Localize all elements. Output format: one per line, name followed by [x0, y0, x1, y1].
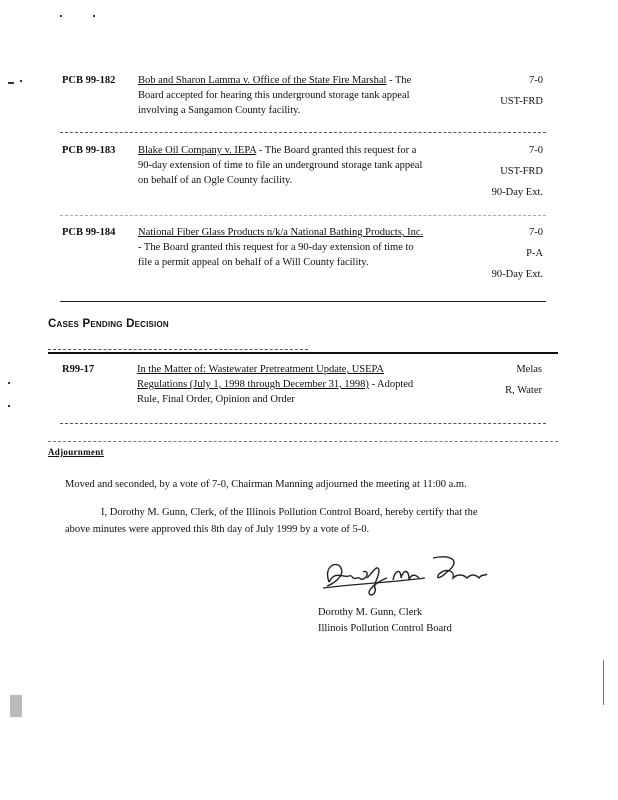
- divider: [48, 352, 558, 354]
- scan-speck: [8, 382, 10, 384]
- divider: [48, 441, 558, 442]
- signature-image: [315, 548, 495, 600]
- case-id: PCB 99-182: [62, 75, 116, 86]
- adjournment-text: Moved and seconded, by a vote of 7-0, Chairman Manning adjourned the meeting at 11:00 a.m.: [65, 479, 467, 490]
- scan-speck: [8, 405, 10, 407]
- section-heading: Adjournment: [48, 447, 104, 457]
- section-heading: Cases Pending Decision: [48, 318, 169, 330]
- divider: [60, 301, 546, 302]
- scan-speck: [8, 82, 14, 84]
- case-vote: [453, 73, 543, 115]
- signer-organization: Illinois Pollution Control Board: [318, 623, 452, 634]
- signature-block: [318, 605, 452, 637]
- case-id: PCB 99-184: [62, 227, 116, 238]
- vote-commissioner: Melas: [516, 364, 542, 375]
- scan-speck: [603, 660, 604, 705]
- scan-speck: [93, 15, 95, 17]
- divider: [60, 215, 546, 216]
- case-description: In the Matter of: Wastewater Pretreatment Update, USEPA Regulations (July 1, 1998 through December 31, 1998) - Adopted Rule, Final Order, Opinion and Order: [137, 364, 414, 405]
- case-description: Bob and Sharon Lamma v. Office of the State Fire Marshal - The Board accepted for hearing this underground storage tank appeal involving a Sangamon County facility.: [138, 75, 412, 116]
- case-id: R99-17: [62, 364, 95, 375]
- divider: [48, 349, 308, 350]
- divider: [60, 423, 546, 424]
- vote-extension: 90-Day Ext.: [491, 269, 543, 280]
- vote-result: 7-0: [529, 75, 543, 86]
- case-title-link[interactable]: Blake Oil Company v. IEPA: [138, 145, 257, 156]
- vote-category: P-A: [526, 248, 543, 259]
- vote-category: UST-FRD: [500, 96, 543, 107]
- vote-result: 7-0: [529, 145, 543, 156]
- scan-speck: [20, 80, 22, 82]
- case-title-link[interactable]: Regulations (July 1, 1998 through December 31, 1998): [137, 379, 369, 390]
- case-vote: [453, 225, 543, 288]
- vote-category: R, Water: [505, 385, 542, 396]
- case-id: PCB 99-183: [62, 145, 116, 156]
- case-vote: [452, 362, 542, 404]
- case-title-link[interactable]: In the Matter of: Wastewater Pretreatment Update, USEPA: [137, 364, 385, 375]
- case-title-link[interactable]: Bob and Sharon Lamma v. Office of the State Fire Marshal: [138, 75, 387, 86]
- divider: [60, 132, 546, 133]
- scan-speck: [60, 15, 62, 17]
- case-description: Blake Oil Company v. IEPA - The Board granted this request for a 90-day extension of time to file an underground storage tank appeal on behalf of an Ogle County facility.: [138, 145, 423, 186]
- vote-result: 7-0: [529, 227, 543, 238]
- vote-category: UST-FRD: [500, 166, 543, 177]
- scan-speck: [10, 695, 22, 717]
- case-vote: [453, 143, 543, 206]
- signer-name: Dorothy M. Gunn, Clerk: [318, 607, 423, 618]
- certification-text: I, Dorothy M. Gunn, Clerk, of the Illinois Pollution Control Board, hereby certify that the above minutes were approved this 8th day of July 1999 by a vote of 5-0.: [65, 507, 478, 535]
- vote-extension: 90-Day Ext.: [491, 187, 543, 198]
- case-title-link[interactable]: National Fiber Glass Products n/k/a National Bathing Products, Inc.: [138, 227, 424, 238]
- case-description: National Fiber Glass Products n/k/a National Bathing Products, Inc. - The Board granted this request for a 90-day extension of time to file a permit appeal on behalf of a Will County facility.: [138, 227, 424, 268]
